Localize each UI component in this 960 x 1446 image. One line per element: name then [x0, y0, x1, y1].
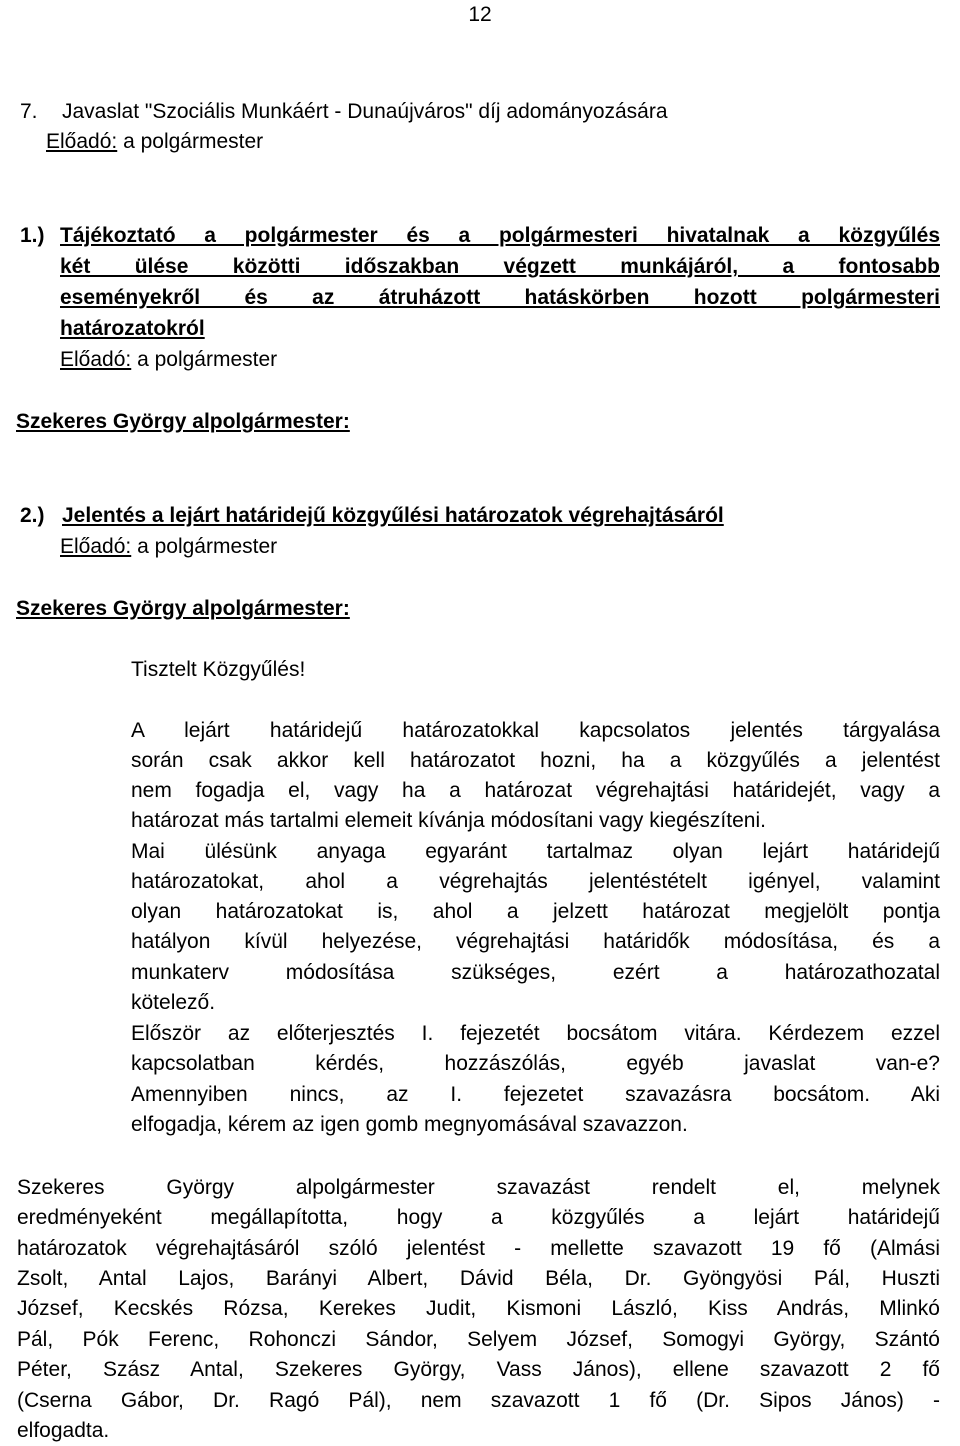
presenter-name: a polgármester — [137, 535, 278, 558]
speech-line: munkaterv módosítása szükséges, ezért a határozathozatal — [131, 961, 940, 984]
speech-line: során csak akkor kell határozatot hozni, ha a közgyűlés a jelentést — [131, 749, 940, 772]
item-7-presenter — [46, 127, 263, 157]
item-1-title-line: Tájékoztató a polgármester és a polgármesteri hivatalnak a közgyűlés — [60, 224, 940, 247]
speech-line: Amennyiben nincs, az I. fejezetet szavazásra bocsátom. Aki — [131, 1083, 940, 1106]
result-line: Zsolt, Antal Lajos, Barányi Albert, Dávid Béla, Dr. Gyöngyösi Pál, Huszti — [17, 1267, 940, 1290]
result-line: Pál, Pók Ferenc, Rohonczi Sándor, Selyem József, Somogyi György, Szántó — [17, 1328, 940, 1351]
item-1-presenter — [60, 345, 277, 375]
presenter-name: a polgármester — [137, 348, 278, 371]
speech-line: kapcsolatban kérdés, hozzászólás, egyéb javaslat van-e? — [131, 1052, 940, 1075]
result-line: eredményeként megállapította, hogy a közgyűlés a lejárt határidejű — [17, 1206, 940, 1229]
item-1-speaker: Szekeres György alpolgármester: — [16, 410, 350, 433]
speech-line: elfogadja, kérem az igen gomb megnyomásával szavazzon. — [131, 1113, 688, 1136]
item-2-speaker: Szekeres György alpolgármester: — [16, 597, 350, 620]
speech-line: Először az előterjesztés I. fejezetét bocsátom vitára. Kérdezem ezzel — [131, 1022, 940, 1045]
result-line: Szekeres György alpolgármester szavazást rendelt el, melynek — [17, 1176, 940, 1199]
item-7-number: 7. — [20, 100, 38, 123]
presenter-label: Előadó: — [60, 348, 132, 371]
speech-line: Mai ülésünk anyaga egyaránt tartalmaz olyan lejárt határidejű — [131, 840, 940, 863]
item-1-number: 1.) — [20, 224, 45, 247]
speech-line: határozat más tartalmi elemeit kívánja módosítani vagy kiegészíteni. — [131, 809, 766, 832]
item-7-title: Javaslat "Szociális Munkáért - Dunaújváros" díj adományozására — [62, 100, 668, 123]
item-2-number: 2.) — [20, 504, 45, 527]
presenter-label: Előadó: — [46, 130, 118, 153]
result-line: elfogadta. — [17, 1419, 110, 1442]
presenter-name: a polgármester — [123, 130, 264, 153]
item-1-title-line: két ülése közötti időszakban végzett munkájáról, a fontosabb — [60, 255, 940, 278]
item-1-title-line: határozatokról — [60, 317, 205, 340]
presenter-label: Előadó: — [60, 535, 132, 558]
result-line: Péter, Szász Antal, Szekeres György, Vass János), ellene szavazott 2 fő — [17, 1358, 940, 1381]
speech-line: olyan határozatokat is, ahol a jelzett határozat megjelölt pontja — [131, 900, 940, 923]
item-1-title-line: eseményekről és az átruházott hatáskörben hozott polgármesteri — [60, 286, 940, 309]
result-line: (Cserna Gábor, Dr. Ragó Pál), nem szavazott 1 fő (Dr. Sipos János) - — [17, 1389, 940, 1412]
result-line: József, Kecskés Rózsa, Kerekes Judit, Kismoni László, Kiss András, Mlinkó — [17, 1297, 940, 1320]
speech-line: nem fogadja el, vagy ha a határozat végrehajtási határidejét, vagy a — [131, 779, 940, 802]
speech-greeting: Tisztelt Közgyűlés! — [131, 658, 306, 681]
page-number: 12 — [468, 3, 492, 26]
item-2-presenter — [60, 532, 277, 562]
speech-line: határozatokat, ahol a végrehajtás jelentéstételt igényel, valamint — [131, 870, 940, 893]
result-line: határozatok végrehajtásáról szóló jelentést - mellette szavazott 19 fő (Almási — [17, 1237, 940, 1260]
speech-line: hatályon kívül helyezése, végrehajtási határidők módosítása, és a — [131, 930, 940, 953]
item-2-title: Jelentés a lejárt határidejű közgyűlési határozatok végrehajtásáról — [62, 504, 724, 527]
speech-line: A lejárt határidejű határozatokkal kapcsolatos jelentés tárgyalása — [131, 719, 940, 742]
speech-line: kötelező. — [131, 991, 216, 1014]
